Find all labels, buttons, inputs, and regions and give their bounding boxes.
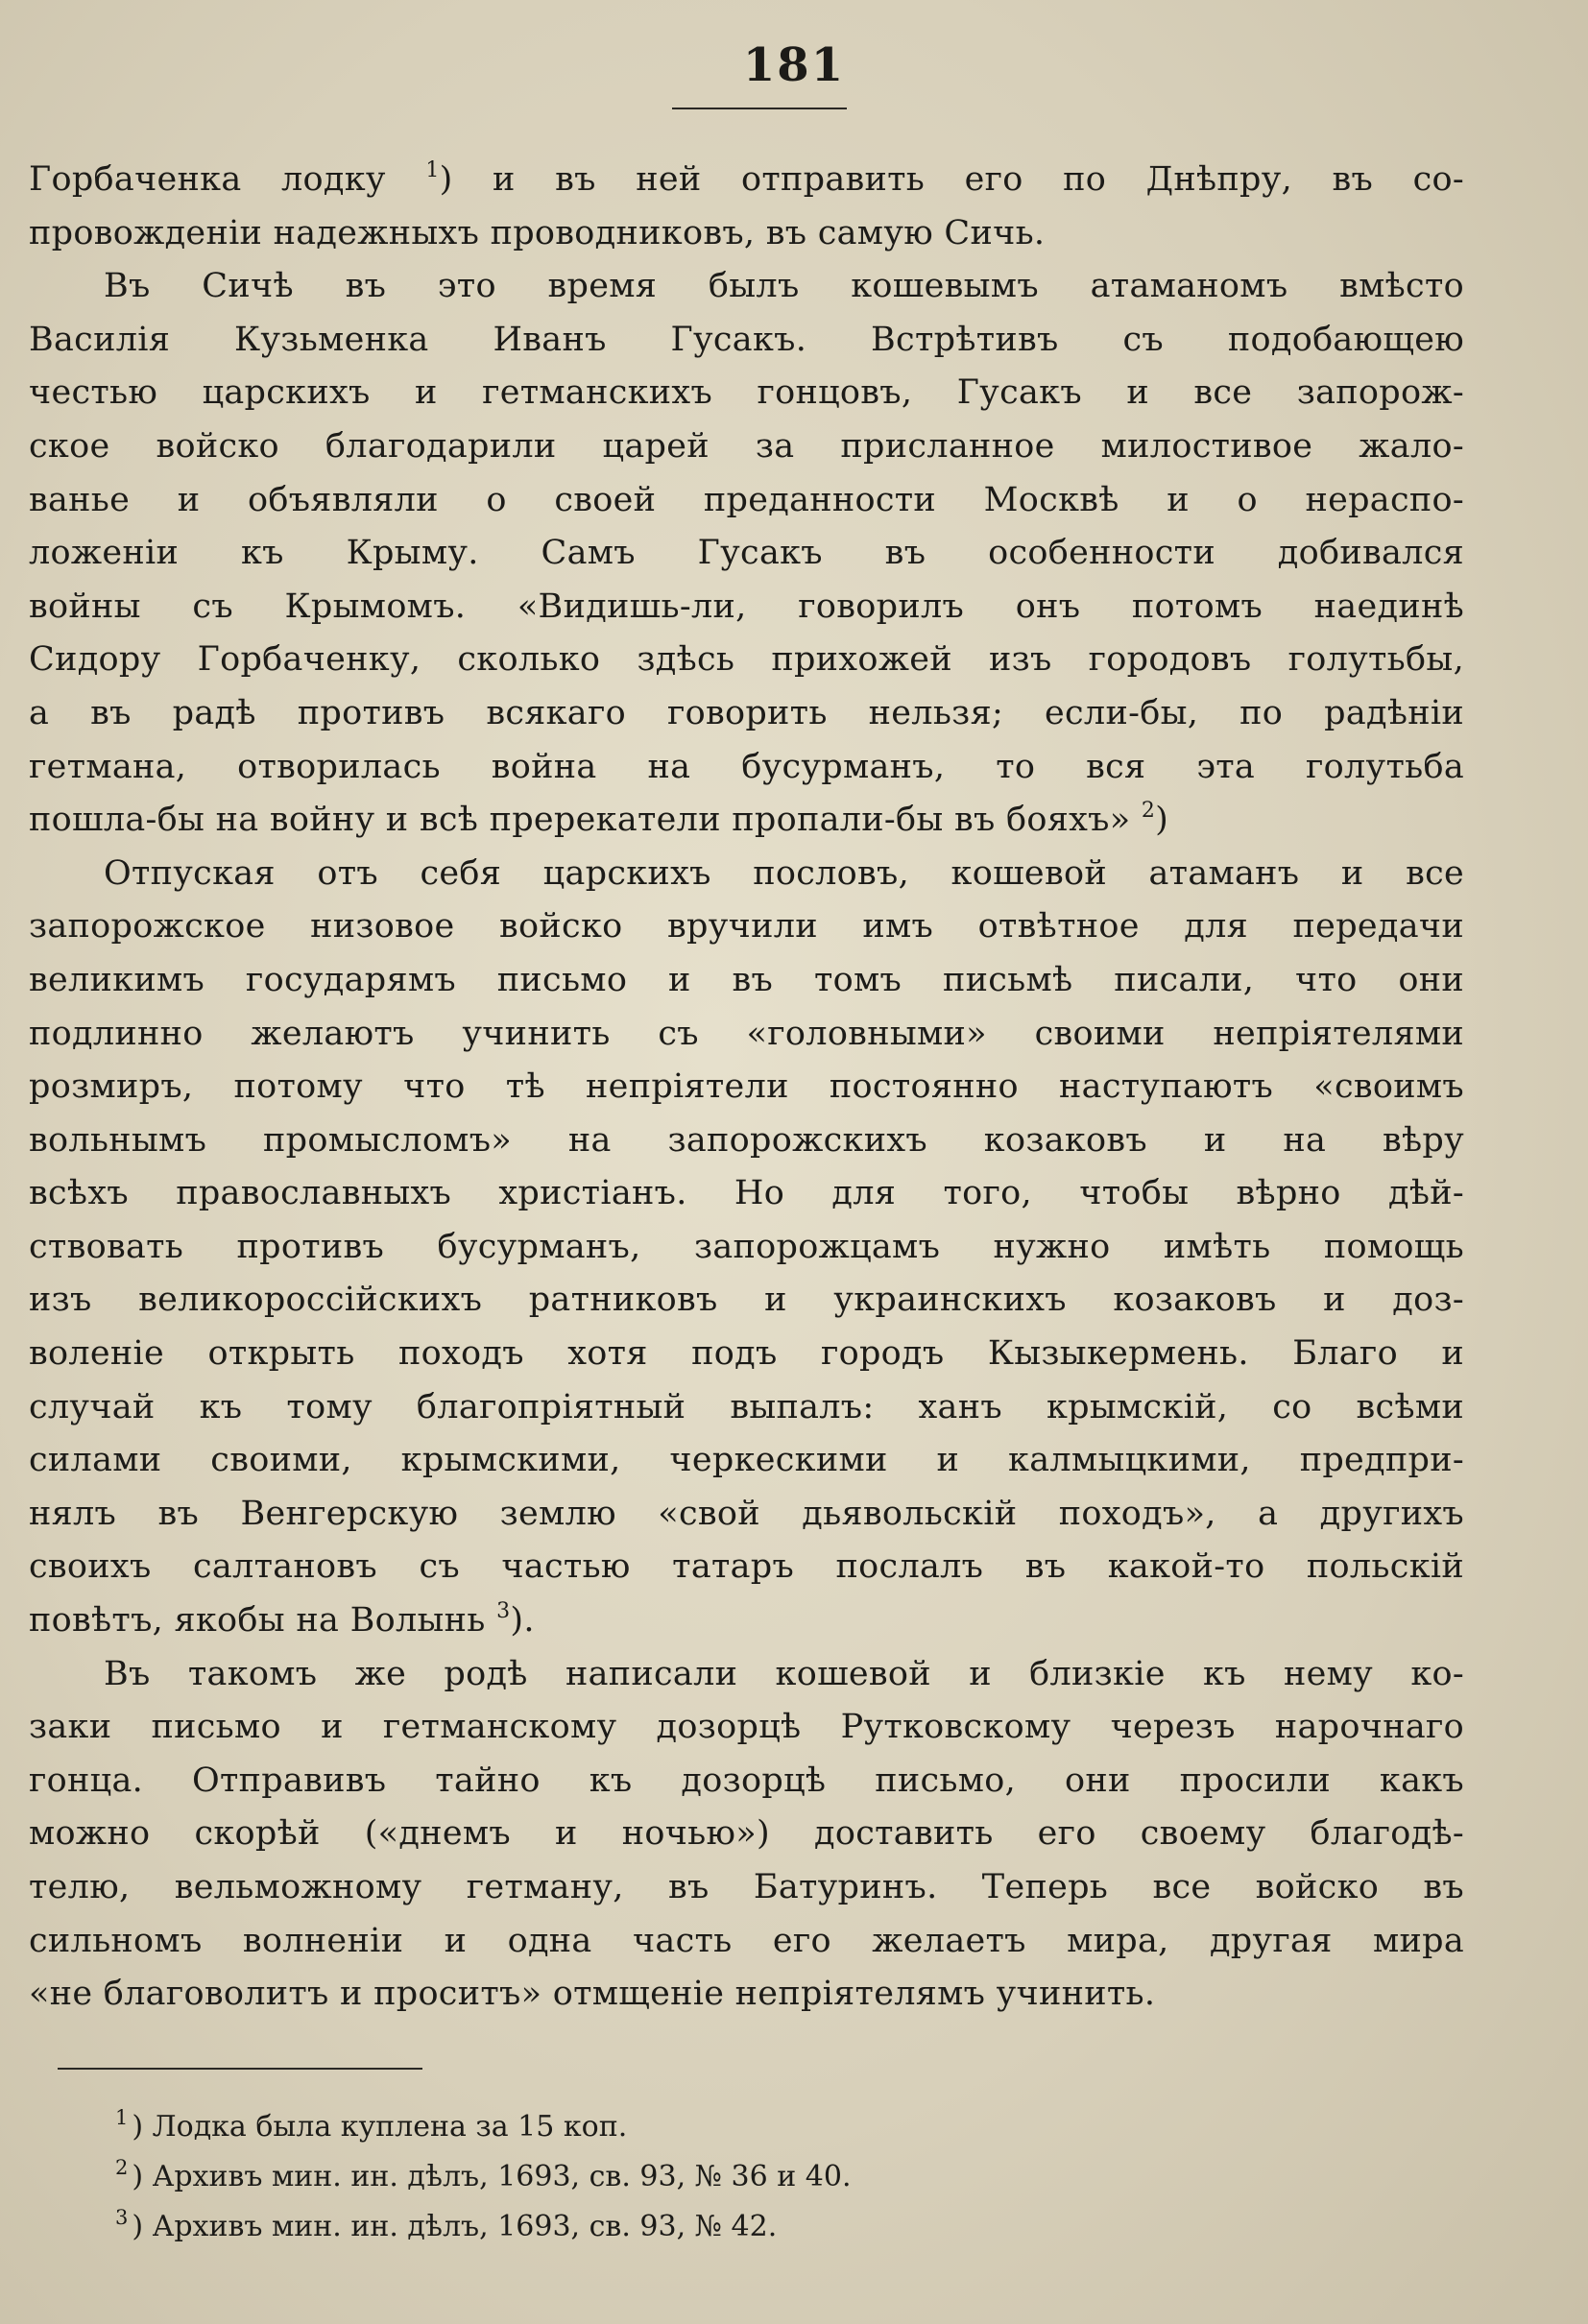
header-rule: [672, 108, 847, 109]
footnote-reference: 1: [425, 158, 440, 182]
text-segment: Въ такомъ же родѣ написали кошевой и близкіе къ нему ко-: [104, 1654, 1464, 1693]
text-segment: ).: [510, 1601, 535, 1641]
text-segment: войны съ Крымомъ. «Видишь-ли, говорилъ онъ потомъ наединѣ: [29, 587, 1464, 626]
text-segment: честью царскихъ и гетманскихъ гонцовъ, Гусакъ и все запорож-: [29, 373, 1464, 413]
text-segment: ) и въ ней отправить его по Днѣпру, въ со-: [439, 160, 1465, 199]
text-segment: своихъ салтановъ съ частью татаръ послалъ въ какой-то польскій: [29, 1547, 1464, 1587]
page-number: 181: [742, 38, 846, 92]
text-line: [29, 207, 1464, 261]
text-line: [29, 314, 1464, 368]
text-line: [29, 581, 1464, 635]
footnote-text: ) Архивъ мин. ин. дѣлъ, 1693, св. 93, № 36 и 40.: [132, 2160, 852, 2193]
text-segment: Горбаченка лодку: [29, 160, 426, 199]
text-segment: гонца. Отправивъ тайно къ дозорцѣ письмо, они просили какъ: [29, 1761, 1464, 1800]
text-line: [29, 634, 1464, 687]
text-segment: провожденіи надежныхъ проводниковъ, въ самую Сичь.: [29, 213, 1046, 252]
text-line: [29, 687, 1464, 741]
text-line: [29, 527, 1464, 581]
footnote: [115, 2152, 1171, 2202]
text-segment: подлинно желаютъ учинить съ «головными» своими непріятелями: [29, 1014, 1464, 1053]
text-segment: ванье и объявляли о своей преданности Москвѣ и о нераспо-: [29, 480, 1464, 519]
footnote-mark: 2: [115, 2156, 129, 2179]
text-segment: повѣтъ, якобы на Волынь: [29, 1601, 497, 1641]
footnotes: [115, 2102, 1171, 2252]
footnote-rule: [58, 2068, 422, 2070]
text-line: [29, 900, 1464, 954]
text-segment: воленіе открыть походъ хотя подъ городъ Кызыкермень. Благо и: [29, 1334, 1464, 1374]
text-segment: нялъ въ Венгерскую землю «свой дьявольскій походъ», а другихъ: [29, 1494, 1464, 1533]
text-line: [29, 1328, 1464, 1381]
text-line: [29, 260, 1464, 314]
text-segment: запорожское низовое войско вручили имъ отвѣтное для передачи: [29, 907, 1464, 946]
footnote-text: ) Лодка была куплена за 15 коп.: [132, 2110, 628, 2144]
text-segment: телю, вельможному гетману, въ Батуринъ. Теперь все войско въ: [29, 1868, 1464, 1906]
text-line: [29, 367, 1464, 420]
footnote-mark: 3: [115, 2206, 129, 2229]
text-segment: ): [1155, 801, 1169, 840]
text-line: [29, 1808, 1464, 1861]
text-line: [29, 1381, 1464, 1435]
footnote-reference: 2: [1141, 799, 1156, 824]
text-line: [29, 1488, 1464, 1542]
text-segment: Василія Кузьменка Иванъ Гусакъ. Встрѣтивъ съ подобающею: [29, 320, 1464, 359]
text-line: [29, 741, 1464, 795]
text-line: [29, 474, 1464, 528]
text-line: [29, 1541, 1464, 1594]
text-line: [29, 1114, 1464, 1168]
text-line: [29, 1221, 1464, 1275]
text-segment: розмиръ, потому что тѣ непріятели постоянно наступаютъ «своимъ: [29, 1067, 1464, 1107]
text-segment: ствовать противъ бусурманъ, запорожцамъ нужно имѣть помощь: [29, 1227, 1464, 1266]
text-line: [29, 1274, 1464, 1328]
text-segment: можно скорѣй («днемъ и ночью») доставить его своему благодѣ-: [29, 1814, 1464, 1854]
paragraph: [29, 848, 1464, 1648]
text-line: [29, 1434, 1464, 1488]
text-line: [29, 1861, 1464, 1915]
text-segment: изъ великороссійскихъ ратниковъ и украинскихъ козаковъ и доз-: [29, 1281, 1464, 1320]
text-line: [29, 1594, 1464, 1648]
footnote-reference: 3: [496, 1599, 511, 1624]
paragraph: [29, 154, 1464, 260]
text-segment: пошла-бы на войну и всѣ пререкатели пропали-бы въ бояхъ»: [29, 801, 1142, 840]
text-line: [29, 1701, 1464, 1755]
text-line: [29, 794, 1464, 848]
footnote-text: ) Архивъ мин. ин. дѣлъ, 1693, св. 93, № 42.: [132, 2210, 778, 2243]
text-segment: всѣхъ православныхъ христіанъ. Но для того, чтобы вѣрно дѣй-: [29, 1174, 1464, 1213]
text-segment: ское войско благодарили царей за присланное милостивое жало-: [29, 426, 1464, 466]
text-line: [29, 954, 1464, 1008]
footnote: [115, 2202, 1171, 2252]
text-segment: случай къ тому благопріятный выпалъ: ханъ крымскій, со всѣми: [29, 1387, 1464, 1426]
text-segment: гетмана, отворилась война на бусурманъ, то вся эта голутьба: [29, 747, 1464, 786]
text-segment: великимъ государямъ письмо и въ томъ письмѣ писали, что они: [29, 960, 1464, 999]
text-line: [29, 420, 1464, 474]
text-segment: вольнымъ промысломъ» на запорожскихъ козаковъ и на вѣру: [29, 1120, 1464, 1160]
text-segment: заки письмо и гетманскому дозорцѣ Рутковскому черезъ нарочнаго: [29, 1708, 1464, 1747]
text-segment: ложеніи къ Крыму. Самъ Гусакъ въ особенности добивался: [29, 534, 1464, 573]
text-segment: «не благоволитъ и проситъ» отмщеніе непріятелямъ учинить.: [29, 1975, 1156, 2014]
text-line: [29, 1167, 1464, 1221]
text-segment: сильномъ волненіи и одна часть его желаетъ мира, другая мира: [29, 1921, 1464, 1960]
footnote-mark: 1: [115, 2106, 129, 2129]
text-line: [29, 1061, 1464, 1114]
text-segment: силами своими, крымскими, черкескими и калмыцкими, предпри-: [29, 1441, 1464, 1480]
text-line: [29, 1755, 1464, 1809]
text-segment: Въ Сичѣ въ это время былъ кошевымъ атаманомъ вмѣсто: [104, 267, 1464, 306]
text-segment: Сидору Горбаченку, сколько здѣсь прихожей изъ городовъ голутьбы,: [29, 640, 1464, 680]
text-segment: Отпуская отъ себя царскихъ пословъ, кошевой атаманъ и все: [104, 853, 1464, 893]
text-line: [29, 1915, 1464, 1969]
footnote: [115, 2102, 1171, 2152]
text-line: [29, 154, 1464, 207]
text-line: [29, 1968, 1464, 2022]
paragraph: [29, 1648, 1464, 2022]
text-line: [29, 1008, 1464, 1062]
text-segment: а въ радѣ противъ всякаго говорить нельзя; если-бы, по радѣніи: [29, 693, 1464, 732]
body-text: [29, 154, 1464, 2022]
paragraph: [29, 260, 1464, 848]
text-line: [29, 848, 1464, 901]
text-line: [29, 1648, 1464, 1702]
